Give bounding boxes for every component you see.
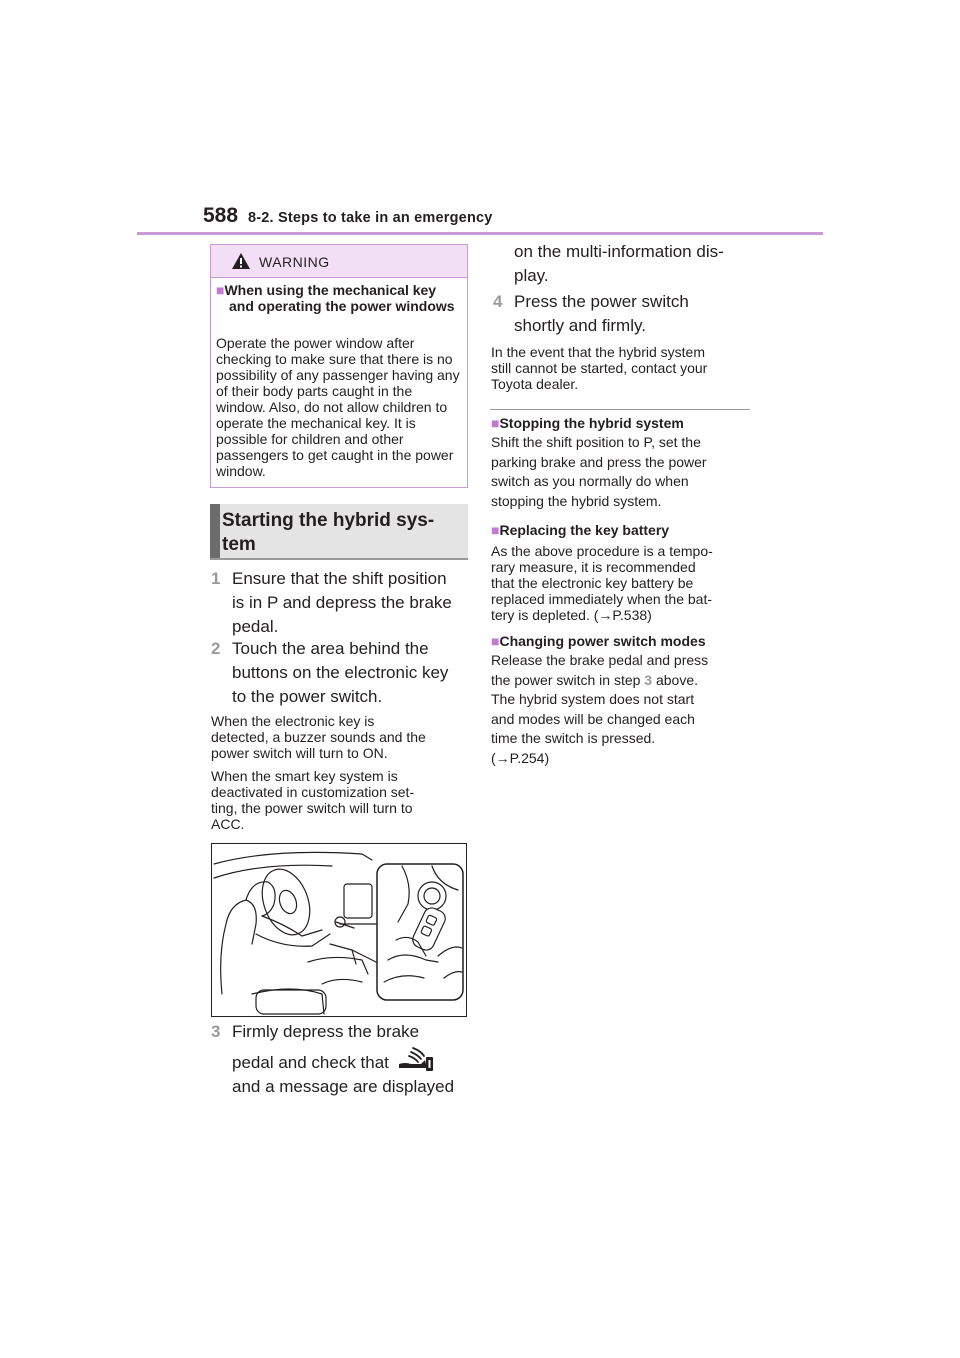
warning-title: WARNING xyxy=(259,254,330,270)
illustration-drawing xyxy=(212,844,466,1016)
note-line: still cannot be started, contact your xyxy=(491,360,708,376)
step-line: to the power switch. xyxy=(232,687,383,706)
info-line xyxy=(491,671,753,691)
note-line: Toyota dealer. xyxy=(491,376,579,392)
note-line: power switch will turn to ON. xyxy=(211,745,388,761)
note-line: deactivated in customization set- xyxy=(211,784,415,800)
step-3-continued xyxy=(514,240,724,288)
step-line: pedal. xyxy=(232,617,279,636)
note-not-started xyxy=(491,344,707,392)
info-line-page-reference[interactable]: (→P.254) xyxy=(491,749,550,766)
info-body xyxy=(491,651,753,768)
note-line: ting, the power switch will turn to xyxy=(211,800,413,816)
warning-subheading-text: When using the mechanical key and operating the power windows xyxy=(224,282,455,314)
step-2 xyxy=(211,637,448,709)
step-number: 4 xyxy=(493,292,503,311)
info-replacing-battery xyxy=(491,522,753,623)
info-changing-modes xyxy=(491,633,753,768)
info-body xyxy=(491,543,753,623)
info-line: As the above procedure is a tempo- xyxy=(491,543,713,559)
info-heading-text: Changing power switch modes xyxy=(499,633,706,649)
step-1 xyxy=(211,567,452,639)
section-title-line: Starting the hybrid sys- xyxy=(222,510,435,531)
step-number: 2 xyxy=(211,639,221,658)
info-line-page-reference[interactable]: tery is depleted. (→P.538) xyxy=(491,607,652,623)
warning-header xyxy=(211,245,467,278)
note-key-detected xyxy=(211,713,426,761)
note-line: When the smart key system is xyxy=(211,768,398,784)
info-heading xyxy=(491,522,753,538)
info-heading-text: Stopping the hybrid system xyxy=(499,415,684,431)
warning-subheading xyxy=(216,282,461,314)
info-body xyxy=(491,433,751,511)
step-line: play. xyxy=(514,266,549,285)
warning-triangle-icon xyxy=(231,252,251,270)
info-heading xyxy=(491,633,753,649)
step-line: is in P and depress the brake xyxy=(232,593,452,612)
step-line: Press the power switch xyxy=(514,292,689,311)
info-line: The hybrid system does not start xyxy=(491,691,695,707)
warning-body: Operate the power window after checking to make sure that there is no possibility of any passenger having any of their body parts caught in the window. Also, do not allow children to operate the mechanical key. It is possible for children and other passengers to get caught in the power window. xyxy=(216,335,460,479)
section-heading-bar xyxy=(210,504,220,558)
note-smart-key xyxy=(211,768,414,832)
section-divider xyxy=(490,409,750,410)
square-bullet-icon: ■ xyxy=(491,522,500,538)
step-line: Touch the area behind the xyxy=(232,639,429,658)
info-line: time the switch is pressed. xyxy=(491,730,656,746)
step-number: 3 xyxy=(211,1022,221,1041)
section-heading xyxy=(210,504,468,560)
step-line: Ensure that the shift position xyxy=(232,569,447,588)
info-line: that the electronic key battery be xyxy=(491,575,694,591)
step-line: pedal and check that xyxy=(232,1053,389,1072)
step-line: on the multi-information dis- xyxy=(514,242,724,261)
chapter-title: 8-2. Steps to take in an emergency xyxy=(248,210,493,226)
info-line: Release the brake pedal and press xyxy=(491,652,709,668)
info-heading xyxy=(491,415,751,431)
info-line: parking brake and press the power xyxy=(491,453,707,470)
warning-box xyxy=(210,244,468,488)
step-number: 1 xyxy=(211,569,221,588)
info-line: Shift the shift position to P, set the xyxy=(491,434,701,450)
key-to-power-switch-illustration xyxy=(211,843,467,1017)
info-stopping-hybrid xyxy=(491,415,751,511)
step-reference: 3 xyxy=(644,671,653,688)
section-title-line: tem xyxy=(222,534,256,555)
step-3 xyxy=(211,1020,454,1099)
info-heading-text: Replacing the key battery xyxy=(499,522,670,538)
info-line-text: the power switch in step xyxy=(491,671,641,688)
step-line: Firmly depress the brake xyxy=(232,1022,420,1041)
section-title xyxy=(222,509,462,557)
brake-pedal-indicator-icon xyxy=(397,1046,435,1074)
step-4 xyxy=(493,290,689,338)
note-line: ACC. xyxy=(211,816,245,832)
info-line: replaced immediately when the bat- xyxy=(491,591,713,607)
info-line: switch as you normally do when xyxy=(491,473,689,489)
square-bullet-icon: ■ xyxy=(491,415,500,431)
step-line: buttons on the electronic key xyxy=(232,663,449,682)
step-line: and a message are displayed xyxy=(232,1077,455,1096)
note-line: detected, a buzzer sounds and the xyxy=(211,729,426,745)
square-bullet-icon: ■ xyxy=(216,282,225,298)
note-line: When the electronic key is xyxy=(211,713,375,729)
note-line: In the event that the hybrid system xyxy=(491,344,706,360)
step-line: shortly and firmly. xyxy=(514,316,646,335)
info-line: rary measure, it is recommended xyxy=(491,559,696,575)
info-line: stopping the hybrid system. xyxy=(491,492,662,509)
square-bullet-icon: ■ xyxy=(491,633,500,649)
header-rule xyxy=(137,232,823,235)
step-line-with-icon xyxy=(232,1046,454,1075)
info-line-text: above. xyxy=(652,671,699,688)
info-line: and modes will be changed each xyxy=(491,710,695,727)
page-number: 588 xyxy=(203,204,239,227)
